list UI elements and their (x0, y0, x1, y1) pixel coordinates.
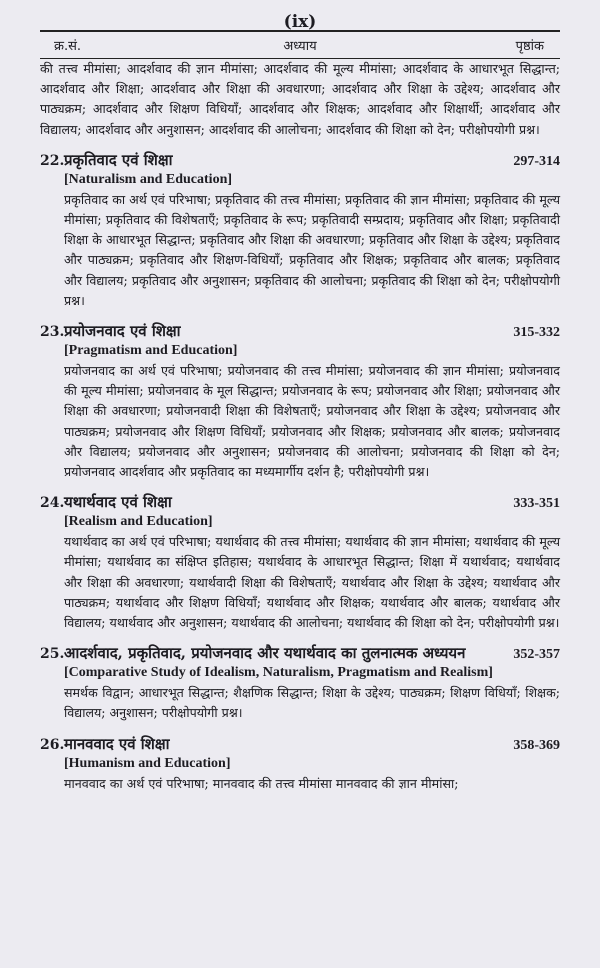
chapter-number: 23. (40, 324, 65, 341)
page-number: (ix) (283, 12, 317, 32)
chapter-english-title: [Pragmatism and Education] (64, 343, 238, 359)
chapter-english-title: [Naturalism and Education] (64, 171, 233, 187)
chapter-description: समर्थक विद्वान; आधारभूत सिद्धान्त; शैक्षणिक सिद्धान्त; शिक्षा के उद्देश्य; पाठ्यक्रम; शिक्षण विधियाँ; शिक्षक; विद्यालय; अनुशासन; परीक्षोपयोगी प्रश्न। (64, 685, 560, 721)
chapter-title: मानववाद एवं शिक्षा (64, 734, 170, 753)
chapter-pages: 352-357 (513, 647, 560, 663)
chapter-number: 26. (40, 736, 65, 753)
continued-description: की तत्त्व मीमांसा; आदर्शवाद की ज्ञान मीमांसा; आदर्शवाद की मूल्य मीमांसा; आदर्शवाद के आधारभूत सिद्धान्त; आदर्शवाद और शिक्षा; आदर्शवाद और शिक्षा की अवधारणा; आदर्शवाद और शिक्षा के उद्देश्य; आदर्शवाद और पाठ्यक्रम; आदर्शवाद और शिक्षण विधियाँ; आदर्शवाद और शिक्षक; आदर्शवाद और शिक्षार्थी; आदर्शवाद और विद्यालय; आदर्शवाद और अनुशासन; आदर्शवाद की आलोचना; आदर्शवाद की शिक्षा को देन; परीक्षोपयोगी प्रश्न। (40, 61, 560, 137)
chapter-description: प्रकृतिवाद का अर्थ एवं परिभाषा; प्रकृतिवाद की तत्त्व मीमांसा; प्रकृतिवाद की ज्ञान मीमांसा; प्रकृतिवाद की मूल्य मीमांसा; प्रकृतिवाद की विशेषताएँ; प्रकृतिवाद के रूप; प्रकृतिवादी सम्प्रदाय; प्रकृतिवाद और शिक्षा; प्रकृतिवादी शिक्षा के आधारभूत सिद्धान्त; प्रकृतिवाद और शिक्षा की अवधारणा; प्रकृतिवाद और शिक्षा के उद्देश्य; प्रकृतिवाद और पाठ्यक्रम; प्रकृतिवाद और शिक्षण-विधियाँ; प्रकृतिवाद और शिक्षक; प्रकृतिवाद और बालक; प्रकृतिवाद और विद्यालय; प्रकृतिवाद और अनुशासन; प्रकृतिवाद की आलोचना; प्रकृतिवाद की शिक्षा को देन; परीक्षोपयोगी प्रश्न। (64, 191, 560, 308)
chapter-english-title: [Comparative Study of Idealism, Naturalism, Pragmatism and Realism] (64, 665, 493, 681)
chapter-english-title: [Humanism and Education] (64, 755, 231, 771)
chapter-title: यथार्थवाद एवं शिक्षा (64, 493, 172, 512)
chapter-title: प्रकृतिवाद एवं शिक्षा (64, 150, 173, 169)
chapter-title: प्रयोजनवाद एवं शिक्षा (64, 322, 181, 341)
chapter-number: 22. (40, 152, 65, 169)
chapter-pages: 297-314 (513, 153, 560, 169)
header-pages: पृष्ठांक (515, 39, 544, 54)
chapter-entry-23 (40, 321, 560, 482)
contents-header (40, 30, 560, 59)
chapter-entry-25 (40, 643, 560, 723)
chapter-description: प्रयोजनवाद का अर्थ एवं परिभाषा; प्रयोजनवाद की तत्त्व मीमांसा; प्रयोजनवाद की ज्ञान मीमांसा; प्रयोजनवाद की मूल्य मीमांसा; प्रयोजनवाद के मूल सिद्धान्त; प्रयोजनवाद के रूप; प्रयोजनवाद और शिक्षा; प्रयोजनवाद और शिक्षा की अवधारणा; प्रयोजनवादी शिक्षा की विशेषताएँ; प्रयोजनवाद और शिक्षा के उद्देश्य; प्रयोजनवाद और पाठ्यक्रम; प्रयोजनवाद और शिक्षण विधियाँ; प्रयोजनवाद और शिक्षक; प्रयोजनवाद और बालक; प्रयोजनवाद और विद्यालय; प्रयोजनवाद और अनुशासन; प्रयोजनवाद की आलोचना; प्रयोजनवाद की शिक्षा को देन; प्रयोजनवाद आदर्शवाद और प्रकृतिवाद का मध्यमार्गीय दर्शन है; परीक्षोपयोगी प्रश्न। (64, 363, 560, 480)
chapter-description: यथार्थवाद का अर्थ एवं परिभाषा; यथार्थवाद की तत्त्व मीमांसा; यथार्थवाद की ज्ञान मीमांसा; यथार्थवाद की मूल्य मीमांसा; यथार्थवाद का संक्षिप्त इतिहास; यथार्थवाद के आधारभूत सिद्धान्त; शिक्षा में यथार्थवाद; यथार्थवाद और शिक्षा की अवधारणा; यथार्थवादी शिक्षा की विशेषताएँ; यथार्थवाद और शिक्षा के उद्देश्य; यथार्थवाद और पाठ्यक्रम; यथार्थवाद और शिक्षण विधियाँ; यथार्थवाद और शिक्षक; यथार्थवाद और बालक; यथार्थवाद और विद्यालय; यथार्थवाद और अनुशासन; यथार्थवाद की आलोचना; यथार्थवाद की शिक्षा को देन; परीक्षोपयोगी प्रश्न। (64, 534, 560, 631)
chapter-entry-24 (40, 492, 560, 633)
header-chapter: अध्याय (283, 39, 317, 54)
chapter-number: 25. (40, 646, 65, 663)
chapter-description: मानववाद का अर्थ एवं परिभाषा; मानववाद की तत्त्व मीमांसा मानववाद की ज्ञान मीमांसा; (64, 775, 459, 791)
chapter-pages: 333-351 (513, 496, 560, 512)
chapter-entry-26 (40, 734, 560, 794)
chapter-pages: 315-332 (513, 325, 560, 341)
chapter-english-title: [Realism and Education] (64, 514, 213, 530)
header-serial: क्र.सं. (54, 39, 82, 54)
chapter-title: आदर्शवाद, प्रकृतिवाद, प्रयोजनवाद और यथार्थवाद का तुलनात्मक अध्ययन (64, 644, 466, 663)
chapter-entry-22 (40, 150, 560, 311)
chapter-pages: 358-369 (513, 737, 560, 753)
chapter-number: 24. (40, 495, 65, 512)
